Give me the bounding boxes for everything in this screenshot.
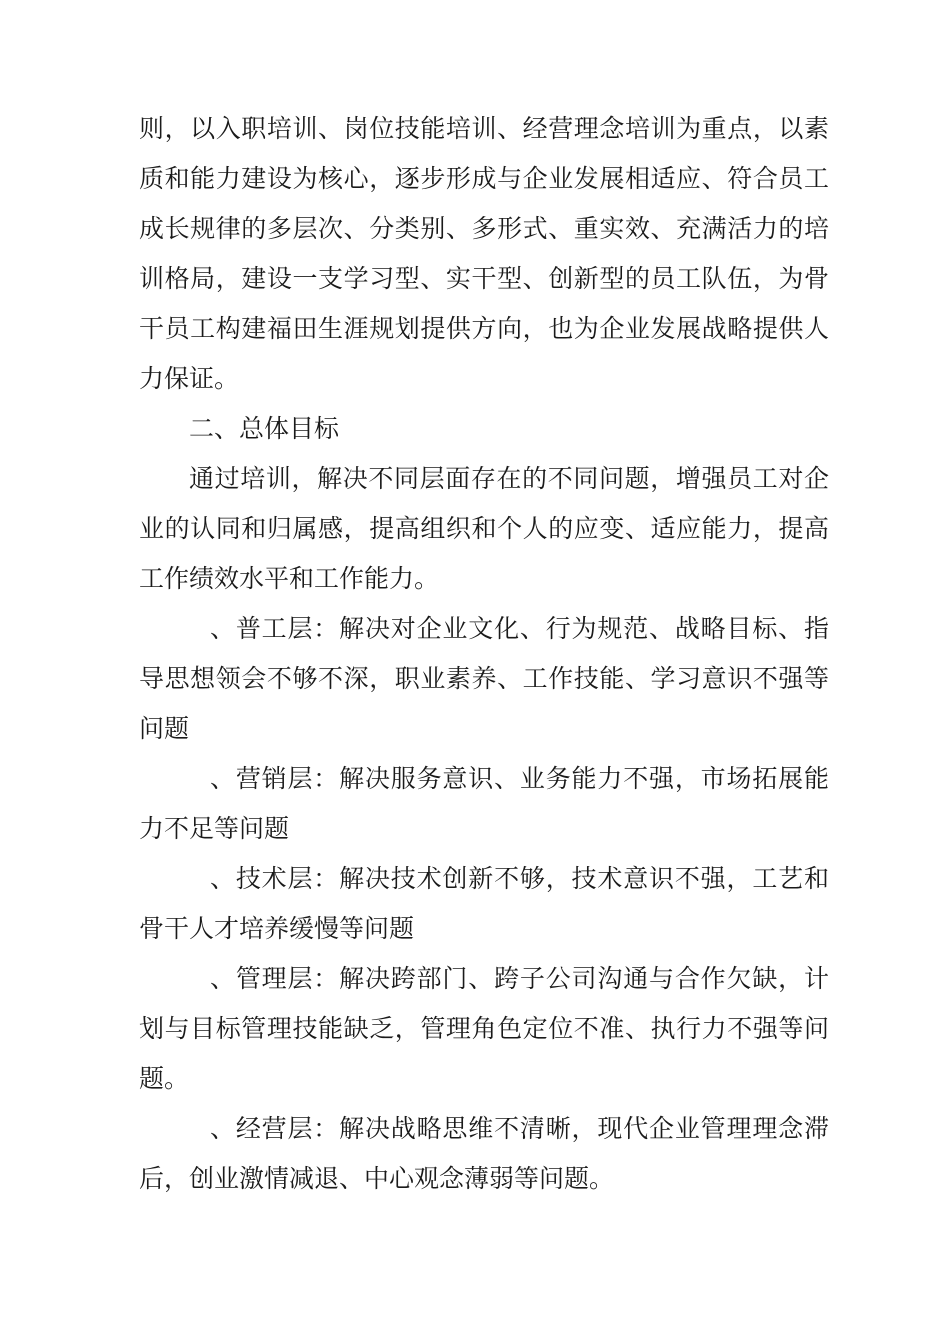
paragraph-worker-level: 、普工层：解决对企业文化、行为规范、战略目标、指导思想领会不够不深，职业素养、工作技能、学习意识不强等问题 [139,614,829,743]
paragraph-management-level: 、管理层：解决跨部门、跨子公司沟通与合作欠缺，计划与目标管理技能缺乏，管理角色定位不准、执行力不强等问题。 [139,964,829,1093]
paragraph-marketing-level: 、营销层：解决服务意识、业务能力不强，市场拓展能力不足等问题 [139,764,829,843]
paragraph-goal: 通过培训，解决不同层面存在的不同问题，增强员工对企业的认同和归属感，提高组织和个人的应变、适应能力，提高工作绩效水平和工作能力。 [139,464,829,593]
section-heading-overall-goal: 二、总体目标 [189,414,340,443]
paragraph-operation-level: 、经营层：解决战略思维不清晰，现代企业管理理念滞后，创业激情减退、中心观念薄弱等问题。 [139,1114,829,1193]
document-body [139,104,829,1204]
paragraph-technical-level: 、技术层：解决技术创新不够，技术意识不强，工艺和骨干人才培养缓慢等问题 [139,864,829,943]
paragraph-intro: 则，以入职培训、岗位技能培训、经营理念培训为重点，以素质和能力建设为核心，逐步形成与企业发展相适应、符合员工成长规律的多层次、分类别、多形式、重实效、充满活力的培训格局，建设一支学习型、实干型、创新型的员工队伍，为骨干员工构建福田生涯规划提供方向，也为企业发展战略提供人力保证。 [139,114,829,393]
